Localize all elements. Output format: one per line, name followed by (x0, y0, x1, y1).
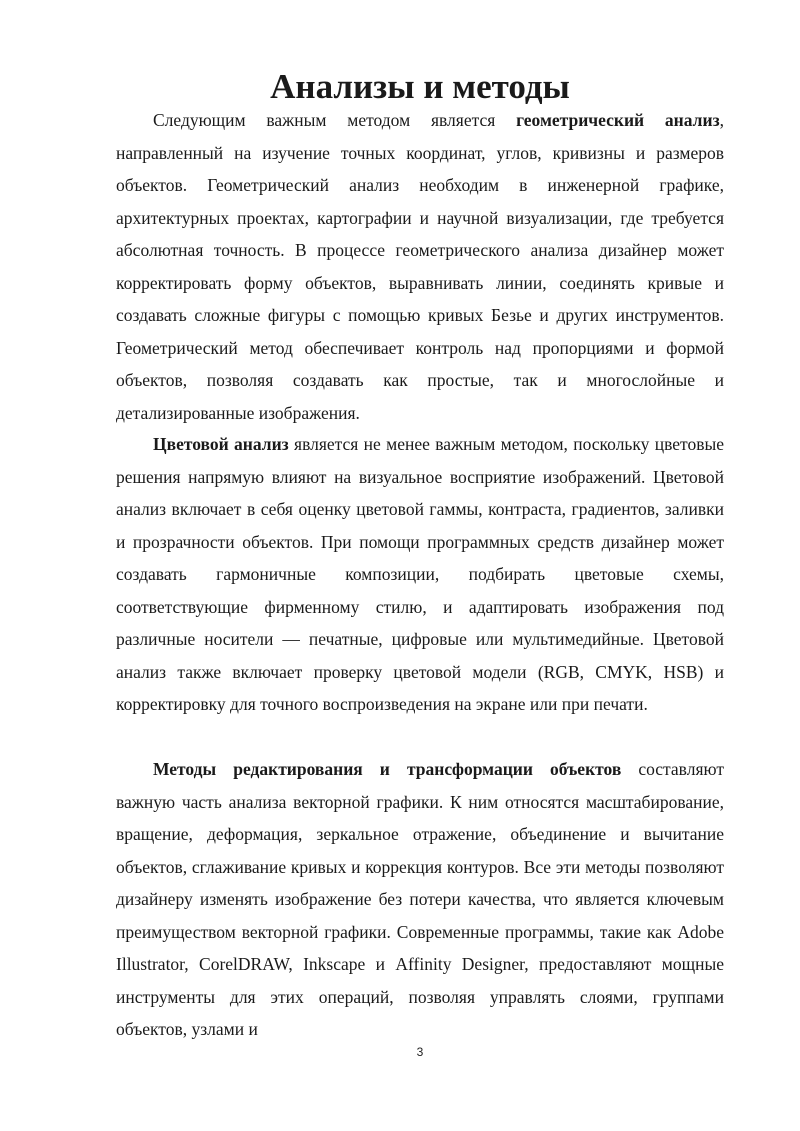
paragraph-geometric-analysis (116, 104, 724, 429)
term-color-analysis: Цветовой анализ (153, 434, 289, 454)
page-number: 3 (416, 1045, 424, 1059)
term-geometric-analysis: геометрический анализ (516, 110, 720, 130)
paragraph-body: является не менее важным методом, поскольку цветовые решения напрямую влияют на визуальное восприятие изображений. Цветовой анализ включает в себя оценку цветовой гаммы, контраста, градиентов, заливки и прозрачности объектов. При помощи программных средств дизайнер может создавать гармоничные композиции, подбирать цветовые схемы, соответствующие фирменному стилю, и адаптировать изображения под различные носители — печатные, цифровые или мультимедийные. Цветовой анализ также включает проверку цветовой модели (RGB, CMYK, HSB) и корректировку для точного воспроизведения на экране или при печати. (116, 434, 724, 714)
section-heading: Анализы и методы (270, 67, 570, 106)
paragraph-transformation-methods (116, 753, 724, 1046)
document-page (116, 0, 724, 1131)
term-transformation-methods: Методы редактирования и трансформации объектов (153, 759, 622, 779)
paragraph-body: составляют важную часть анализа векторной графики. К ним относятся масштабирование, вращение, деформация, зеркальное отражение, объединение и вычитание объектов, сглаживание кривых и коррекция контуров. Все эти методы позволяют дизайнеру изменять изображение без потери качества, что является ключевым преимуществом векторной графики. Современные программы, такие как Adobe Illustrator, CorelDRAW, Inkscape и Affinity Designer, предоставляют мощные инструменты для этих операций, позволяя управлять слоями, группами объектов, узлами и (116, 759, 724, 1039)
paragraph-body: , направленный на изучение точных координат, углов, кривизны и размеров объектов. Геометрический анализ необходим в инженерной графике, архитектурных проектах, картографии и научной визуализации, где требуется абсолютная точность. В процессе геометрического анализа дизайнер может корректировать форму объектов, выравнивать линии, соединять кривые и создавать сложные фигуры с помощью кривых Безье и других инструментов. Геометрический метод обеспечивает контроль над пропорциями и формой объектов, позволяя создавать как простые, так и многослойные и детализированные изображения. (116, 110, 724, 423)
paragraph-lead: Следующим важным методом является (153, 110, 517, 130)
paragraph-color-analysis (116, 428, 724, 721)
